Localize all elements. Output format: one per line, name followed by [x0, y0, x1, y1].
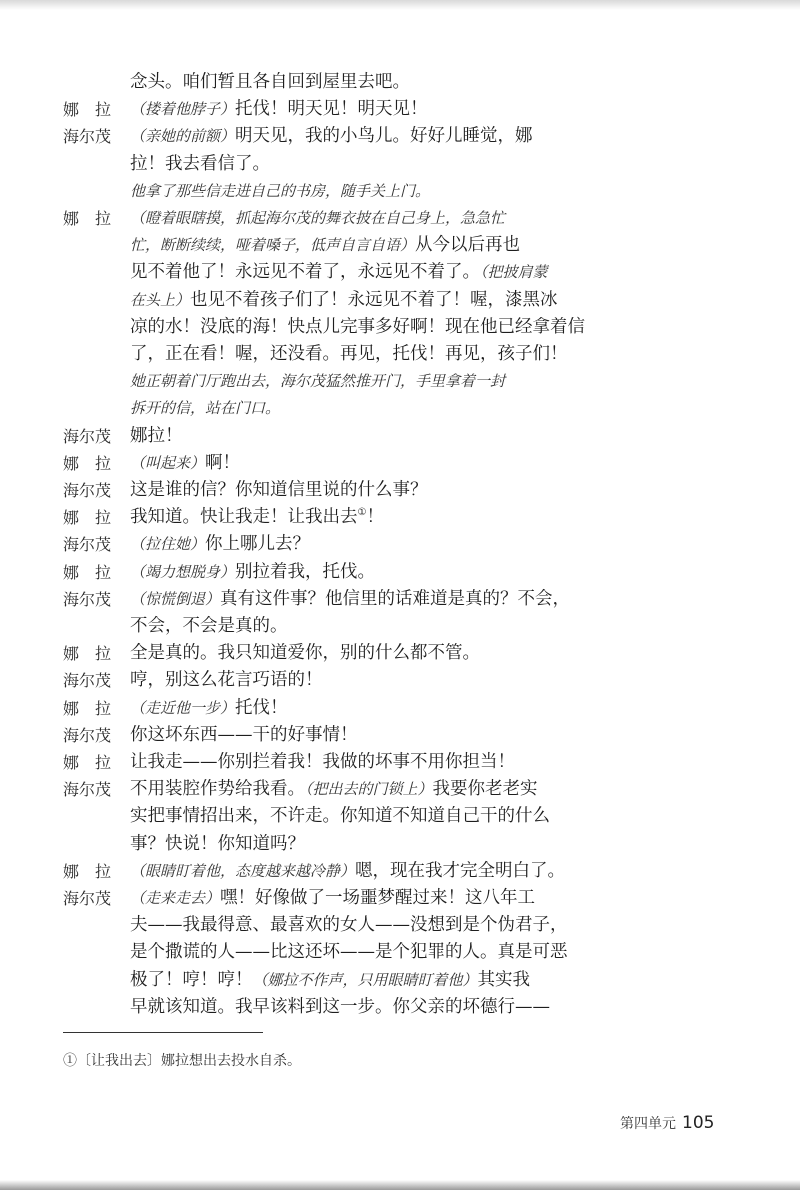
continuation-line — [0, 939, 800, 966]
dialogue-line — [0, 477, 800, 504]
page-footer — [620, 1113, 714, 1133]
line-text — [130, 749, 515, 776]
spoken-text: 极了！哼！哼！ — [130, 970, 253, 990]
continuation-line — [0, 395, 800, 422]
dialogue-line — [0, 776, 800, 803]
line-text — [130, 178, 430, 205]
line-text — [130, 450, 240, 477]
continuation-line — [0, 259, 800, 286]
spoken-text: 我知道。快让我走！让我出去 — [130, 507, 358, 527]
spoken-text: 不会，不会是真的。 — [130, 616, 288, 636]
continuation-line — [0, 287, 800, 314]
stage-direction: （搂着他脖子） — [130, 100, 236, 118]
line-text — [130, 613, 288, 640]
line-text — [130, 912, 568, 939]
spoken-text: 真有这件事？他信里的话难道是真的？不会， — [220, 589, 571, 609]
page-number: 105 — [682, 1113, 715, 1133]
speaker-name: 海尔茂 — [63, 671, 112, 690]
spoken-text: 早就该知道。我早该料到这一步。你父亲的坏德行—— — [130, 997, 550, 1017]
speaker-name: 娜 拉 — [63, 699, 112, 718]
dialogue-line — [0, 123, 800, 150]
spoken-text: 嗯，现在我才完全明白了。 — [355, 861, 566, 881]
footnote-divider — [63, 1032, 263, 1033]
dialogue-line — [0, 531, 800, 558]
dialogue-line — [0, 858, 800, 885]
line-text — [130, 640, 480, 667]
line-text — [130, 287, 558, 314]
line-text — [130, 423, 183, 450]
spoken-text: 是个撒谎的人——比这还坏——是个犯罪的人。真是可恶 — [130, 942, 568, 962]
continuation-line — [0, 151, 800, 178]
line-text — [130, 858, 565, 885]
stage-direction: （亲她的前额） — [130, 127, 236, 145]
speaker-name: 海尔茂 — [63, 726, 112, 745]
dialogue-line — [0, 205, 800, 232]
dialogue-line — [0, 586, 800, 613]
line-text — [130, 776, 538, 803]
stage-direction: 拆开的信，站在门口。 — [130, 399, 281, 417]
speaker-name: 娜 拉 — [63, 100, 112, 119]
spoken-text: 别拉着我，托伐。 — [235, 562, 376, 582]
line-text — [130, 803, 550, 830]
spoken-text: 这是谁的信？你知道信里说的什么事？ — [130, 480, 428, 500]
spoken-text: 娜拉！ — [130, 426, 183, 446]
spoken-text: 从今以后再也 — [415, 235, 521, 255]
speaker-name: 海尔茂 — [63, 590, 112, 609]
dialogue-line — [0, 559, 800, 586]
spoken-text: 让我走——你别拦着我！我做的坏事不用你担当！ — [130, 752, 515, 772]
dialogue-line — [0, 423, 800, 450]
stage-direction: （拉住她） — [130, 535, 206, 553]
continuation-line — [0, 232, 800, 259]
line-text — [130, 259, 548, 286]
stage-direction: （惊慌倒退） — [130, 590, 221, 608]
speaker-name: 娜 拉 — [63, 862, 112, 881]
spoken-text: 也见不着孩子们了！永远见不着了！喔，漆黑冰 — [190, 290, 558, 310]
spoken-text: 啊！ — [205, 453, 241, 473]
continuation-line — [0, 831, 800, 858]
stage-direction: 在头上） — [130, 291, 191, 309]
spoken-text: 凉的水！没底的海！快点儿完事多好啊！现在他已经拿着信 — [130, 317, 585, 337]
stage-direction: （走近他一步） — [130, 699, 236, 717]
speaker-name: 海尔茂 — [63, 427, 112, 446]
page-bottom-edge — [0, 1180, 800, 1190]
line-text — [130, 341, 568, 368]
dialogue-line — [0, 96, 800, 123]
spoken-text: 我要你老老实 — [432, 779, 538, 799]
line-text — [130, 831, 305, 858]
stage-direction: 他拿了那些信走进自己的书房，随手关上门。 — [130, 182, 431, 200]
line-text — [130, 722, 358, 749]
spoken-text: 明天见，我的小鸟儿。好好儿睡觉，娜 — [235, 126, 533, 146]
line-text — [130, 395, 280, 422]
line-text — [130, 368, 505, 395]
dialogue-line — [0, 667, 800, 694]
stage-direction: 忙，断断续续，哑着嗓子，低声自言自语） — [130, 236, 416, 254]
stage-direction: （娜拉不作声，只用眼睛盯着他） — [252, 971, 478, 989]
spoken-text: 哼，别这么花言巧语的！ — [130, 670, 323, 690]
continuation-line — [0, 613, 800, 640]
spoken-text: 托伐！ — [235, 698, 288, 718]
speaker-name: 海尔茂 — [63, 780, 112, 799]
line-text — [130, 205, 505, 232]
spoken-text: 其实我 — [477, 970, 531, 990]
stage-direction: 她正朝着门厅跑出去，海尔茂猛然推开门，手里拿着一封 — [130, 372, 506, 390]
dialogue-line — [0, 450, 800, 477]
spoken-text: 夫——我最得意、最喜欢的女人——没想到是个伪君子， — [130, 915, 568, 935]
speaker-name: 海尔茂 — [63, 535, 112, 554]
footnote-ref: ① — [357, 507, 367, 519]
continuation-line — [0, 178, 800, 205]
dialogue-line — [0, 722, 800, 749]
spoken-text: 见不着他了！永远见不着了，永远见不着了。 — [130, 262, 480, 282]
spoken-text: 全是真的。我只知道爱你，别的什么都不管。 — [130, 643, 480, 663]
page-top-shadow — [0, 0, 800, 10]
line-text — [130, 531, 310, 558]
spoken-text: 不用装腔作势给我看。 — [130, 779, 305, 799]
line-text — [130, 151, 270, 178]
line-text — [130, 123, 533, 150]
line-text — [130, 232, 520, 259]
dialogue-line — [0, 749, 800, 776]
spoken-text: 嘿！好像做了一场噩梦醒过来！这八年工 — [220, 888, 536, 908]
stage-direction: （竭力想脱身） — [130, 563, 236, 581]
speaker-name: 海尔茂 — [63, 481, 112, 500]
continuation-line — [0, 803, 800, 830]
line-text — [130, 69, 410, 96]
continuation-line — [0, 994, 800, 1021]
spoken-text: 事？快说！你知道吗？ — [130, 834, 305, 854]
line-text — [130, 314, 585, 341]
speaker-name: 娜 拉 — [63, 209, 112, 228]
stage-direction: （把出去的门锁上） — [305, 780, 433, 798]
line-text — [130, 504, 384, 531]
speaker-name: 娜 拉 — [63, 563, 112, 582]
speaker-name: 海尔茂 — [63, 127, 112, 146]
continuation-line — [0, 967, 800, 994]
continuation-line — [0, 912, 800, 939]
footnote: ①〔让我出去〕娜拉想出去投水自杀。 — [63, 1053, 301, 1069]
speaker-name: 海尔茂 — [63, 889, 112, 908]
line-text — [130, 939, 568, 966]
spoken-text: 念头。咱们暂且各自回到屋里去吧。 — [130, 72, 410, 92]
line-text — [130, 477, 428, 504]
unit-label: 第四单元 — [620, 1116, 676, 1132]
speaker-name: 娜 拉 — [63, 644, 112, 663]
line-text — [130, 96, 428, 123]
dialogue-line — [0, 504, 800, 531]
continuation-line — [0, 368, 800, 395]
stage-direction: （叫起来） — [130, 454, 206, 472]
line-text — [130, 885, 535, 912]
line-text — [130, 695, 288, 722]
line-text — [130, 994, 550, 1021]
line-text — [130, 586, 570, 613]
stage-direction: （瞪着眼瞎摸，抓起海尔茂的舞衣披在自己身上，急急忙 — [130, 209, 506, 227]
continuation-line — [0, 341, 800, 368]
dialogue-line — [0, 695, 800, 722]
dialogue-line — [0, 885, 800, 912]
spoken-text: 托伐！明天见！明天见！ — [235, 99, 428, 119]
line-text — [130, 667, 323, 694]
line-text — [130, 559, 375, 586]
spoken-text: ！ — [366, 507, 384, 527]
spoken-text: 实把事情招出来，不许走。你知道不知道自己干的什么 — [130, 806, 550, 826]
dialogue-line — [0, 640, 800, 667]
speaker-name: 娜 拉 — [63, 508, 112, 527]
continuation-line — [0, 69, 800, 96]
stage-direction: （眼睛盯着他，态度越来越冷静） — [130, 862, 356, 880]
spoken-text: 拉！我去看信了。 — [130, 154, 270, 174]
continuation-line — [0, 314, 800, 341]
stage-direction: （把披肩蒙 — [480, 263, 548, 281]
spoken-text: 你上哪儿去？ — [205, 534, 311, 554]
stage-direction: （走来走去） — [130, 889, 221, 907]
speaker-name: 娜 拉 — [63, 753, 112, 772]
line-text — [130, 967, 530, 994]
spoken-text: 了，正在看！喔，还没看。再见，托伐！再见，孩子们！ — [130, 344, 568, 364]
spoken-text: 你这坏东西——干的好事情！ — [130, 725, 358, 745]
speaker-name: 娜 拉 — [63, 454, 112, 473]
